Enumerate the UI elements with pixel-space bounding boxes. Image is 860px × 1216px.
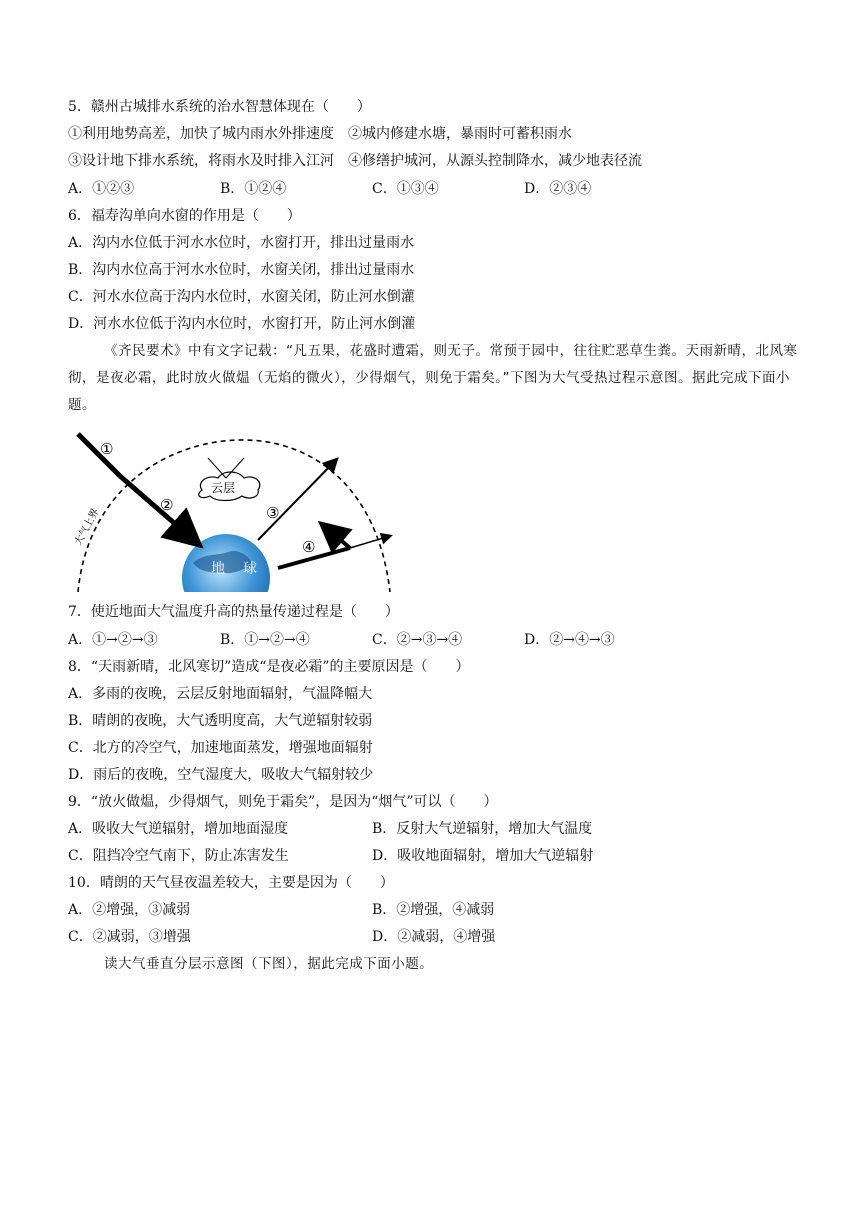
- arrow-2-ground-absorbed: [120, 476, 196, 542]
- label-3: ③: [266, 504, 280, 522]
- label-1: ①: [100, 440, 114, 458]
- question-9-stem: 9．“放火做煴，少得烟气，则免于霜矣”，是因为“烟气”可以（ ）: [68, 794, 498, 810]
- question-8-stem: 8．“天雨新晴，北风寒切”造成“是夜必霜”的主要原因是（ ）: [68, 659, 470, 675]
- question-8-option-c[interactable]: C．北方的冷空气，加速地面蒸发，增强地面辐射: [68, 740, 373, 756]
- question-7-option-a[interactable]: A．①→②→③: [68, 632, 158, 648]
- question-6-stem: 6．福寿沟单向水窗的作用是（ ）: [68, 208, 301, 224]
- question-6-option-a[interactable]: A．沟内水位低于河水水位时，水窗打开，排出过量雨水: [68, 235, 415, 251]
- question-10-stem: 10．晴朗的天气昼夜温差较大，主要是因为（ ）: [68, 875, 394, 891]
- question-8-option-a[interactable]: A．多雨的夜晚，云层反射地面辐射，气温降幅大: [68, 686, 373, 702]
- question-5-option-b[interactable]: B．①②④: [220, 181, 287, 197]
- question-8-option-b[interactable]: B．晴朗的夜晚，大气透明度高，大气逆辐射较弱: [68, 713, 373, 729]
- question-7-stem: 7．使近地面大气温度升高的热量传递过程是（ ）: [68, 604, 399, 620]
- reading-passage: 《齐民要术》中有文字记载：“凡五果，花盛时遭霜，则无子。常预于园中，往往贮恶草生粪。天雨新晴，北风寒彻，是夜必霜，此时放火做煴（无焰的微火），少得烟气，则免于霜矣。”下图为大气受热过程示意图。据此完成下面小题。: [68, 343, 798, 413]
- question-9-option-a[interactable]: A．吸收大气逆辐射，增加地面湿度: [68, 821, 289, 837]
- label-4: ④: [302, 538, 316, 556]
- question-5-statement-1: ①利用地势高差，加快了城内雨水外排速度 ②城内修建水塘，暴雨时可蓄积雨水: [68, 126, 572, 142]
- question-6-option-c[interactable]: C．河水水位高于沟内水位时，水窗关闭，防止河水倒灌: [68, 289, 415, 305]
- question-6-option-b[interactable]: B．沟内水位高于河水水位时，水窗关闭，排出过量雨水: [68, 262, 415, 278]
- arrow-1-solar-radiation: [78, 434, 120, 476]
- question-5-option-c[interactable]: C．①③④: [372, 181, 439, 197]
- atmosphere-heating-diagram: [68, 428, 408, 592]
- cloud-layer: [199, 458, 260, 501]
- question-5-option-d[interactable]: D．②③④: [524, 181, 592, 197]
- question-7-option-d[interactable]: D．②→④→③: [524, 632, 615, 648]
- question-9-option-c[interactable]: C．阻挡冷空气南下，防止冻害发生: [68, 848, 289, 864]
- question-10-option-d[interactable]: D．②减弱，④增强: [372, 929, 496, 945]
- question-6-option-d[interactable]: D．河水水位低于沟内水位时，水窗打开，防止河水倒灌: [68, 316, 416, 332]
- earth-label-2: 球: [243, 561, 257, 577]
- question-10-option-a[interactable]: A．②增强，③减弱: [68, 902, 191, 918]
- question-5-stem: 5．赣州古城排水系统的治水智慧体现在（ ）: [68, 99, 371, 115]
- reading-passage-2: 读大气垂直分层示意图（下图），据此完成下面小题。: [104, 956, 434, 972]
- question-5-option-a[interactable]: A．①②③: [68, 181, 135, 197]
- question-7-option-b[interactable]: B．①→②→④: [220, 632, 310, 648]
- question-8-option-d[interactable]: D．雨后的夜晚，空气湿度大，吸收大气辐射较少: [68, 767, 374, 783]
- question-7-option-c[interactable]: C．②→③→④: [372, 632, 463, 648]
- label-2: ②: [160, 496, 174, 514]
- question-10-option-c[interactable]: C．②减弱，③增强: [68, 929, 191, 945]
- atmosphere-boundary-label: 大气上界: [72, 506, 102, 548]
- question-9-option-b[interactable]: B．反射大气逆辐射，增加大气温度: [372, 821, 593, 837]
- earth-label-1: 地: [211, 561, 225, 577]
- cloud-label: 云层: [211, 481, 236, 495]
- question-9-option-d[interactable]: D．吸收地面辐射，增加大气逆辐射: [372, 848, 594, 864]
- question-10-option-b[interactable]: B．②增强，④减弱: [372, 902, 495, 918]
- question-5-statement-2: ③设计地下排水系统，将雨水及时排入江河 ④修缮护城河，从源头控制降水，减少地表径流: [68, 153, 642, 169]
